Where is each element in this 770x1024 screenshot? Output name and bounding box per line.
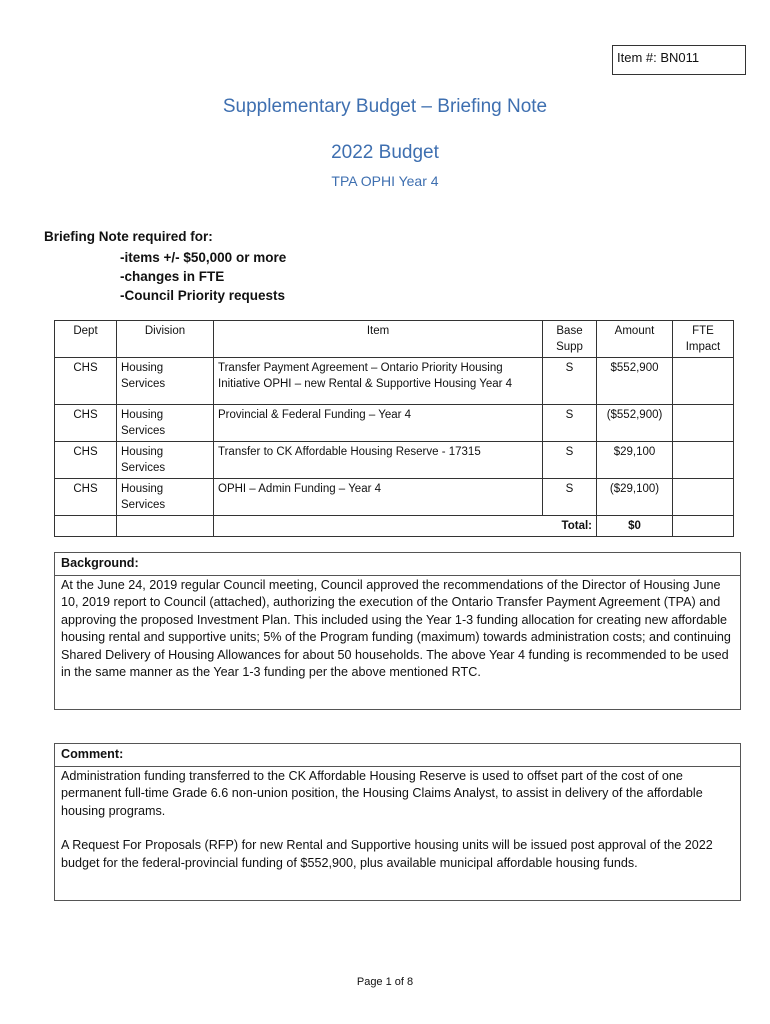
comment-heading: Comment: <box>55 744 740 767</box>
comment-section <box>54 743 741 901</box>
total-empty-cell <box>117 516 214 537</box>
table-row <box>55 405 734 442</box>
header-dept: Dept <box>55 321 117 358</box>
page-title: Supplementary Budget – Briefing Note <box>222 96 548 117</box>
table-header-row <box>55 321 734 358</box>
cell-item: Transfer to CK Affordable Housing Reserve - 17315 <box>214 442 543 479</box>
budget-table <box>54 320 734 537</box>
item-number-box <box>612 45 746 75</box>
cell-fte <box>673 442 734 479</box>
requirement-item: -changes in FTE <box>120 269 225 284</box>
header-amount: Amount <box>597 321 673 358</box>
cell-fte <box>673 479 734 516</box>
table-row <box>55 442 734 479</box>
requirement-item: -Council Priority requests <box>120 288 286 303</box>
cell-fte <box>673 405 734 442</box>
cell-amount: ($29,100) <box>597 479 673 516</box>
comment-paragraph: A Request For Proposals (RFP) for new Rental and Supportive housing units will be issued post approval of the 2022 budget for the federal-provincial funding of $552,900, plus available municipal affordable housing funds. <box>61 838 713 870</box>
total-empty-cell <box>673 516 734 537</box>
background-heading: Background: <box>55 553 740 576</box>
cell-base-supp: S <box>543 479 597 516</box>
background-section <box>54 552 741 710</box>
requirements-list <box>120 248 286 305</box>
cell-division: Housing Services <box>117 442 214 479</box>
cell-dept: CHS <box>55 405 117 442</box>
cell-amount: ($552,900) <box>597 405 673 442</box>
comment-paragraph: Administration funding transferred to the CK Affordable Housing Reserve is used to offset part of the cost of one permanent full-time Grade 6.6 non-union position, the Housing Claims Analyst, to assist in delivery of the affordable housing programs. <box>61 768 703 818</box>
requirements-heading: Briefing Note required for: <box>44 229 213 244</box>
cell-item: Transfer Payment Agreement – Ontario Priority Housing Initiative OPHI – new Rental & Supportive Housing Year 4 <box>214 358 543 405</box>
requirement-item: -items +/- $50,000 or more <box>120 250 287 265</box>
background-body <box>55 576 740 700</box>
header-division: Division <box>117 321 214 358</box>
table-row <box>55 358 734 405</box>
total-value: $0 <box>597 516 673 537</box>
comment-body <box>55 767 740 891</box>
cell-item: OPHI – Admin Funding – Year 4 <box>214 479 543 516</box>
header-base-supp: Base Supp <box>543 321 597 358</box>
cell-fte <box>673 358 734 405</box>
header-fte: FTE Impact <box>673 321 734 358</box>
budget-year: 2022 Budget <box>331 142 439 163</box>
background-text: At the June 24, 2019 regular Council meeting, Council approved the recommendations of the Director of Housing June 10, 2019 report to Council (attached), authorizing the execution of the Ontario Transfer Payment Agreement (TPA) and approving the proposed Investment Plan. This included using the Year 1-3 funding allocation for creating new affordable housing rental and supportive units; 5% of the Program funding (maximum) towards administration costs; and continuing Shared Delivery of Housing Allowances for about 50 households. The above Year 4 funding is recommended to be used in the same manner as the Year 1-3 funding per the above mentioned RTC. <box>61 577 731 679</box>
cell-division: Housing Services <box>117 479 214 516</box>
page-subtitle: TPA OPHI Year 4 <box>331 173 439 189</box>
item-number: Item #: BN011 <box>617 50 700 65</box>
total-label: Total: <box>214 516 597 537</box>
cell-dept: CHS <box>55 479 117 516</box>
cell-item: Provincial & Federal Funding – Year 4 <box>214 405 543 442</box>
cell-base-supp: S <box>543 358 597 405</box>
cell-division: Housing Services <box>117 405 214 442</box>
cell-amount: $552,900 <box>597 358 673 405</box>
cell-base-supp: S <box>543 405 597 442</box>
cell-dept: CHS <box>55 442 117 479</box>
page-number: Page 1 of 8 <box>356 976 414 988</box>
table-row <box>55 479 734 516</box>
header-item: Item <box>214 321 543 358</box>
total-empty-cell <box>55 516 117 537</box>
cell-division: Housing Services <box>117 358 214 405</box>
table-total-row <box>55 516 734 537</box>
cell-amount: $29,100 <box>597 442 673 479</box>
cell-base-supp: S <box>543 442 597 479</box>
cell-dept: CHS <box>55 358 117 405</box>
